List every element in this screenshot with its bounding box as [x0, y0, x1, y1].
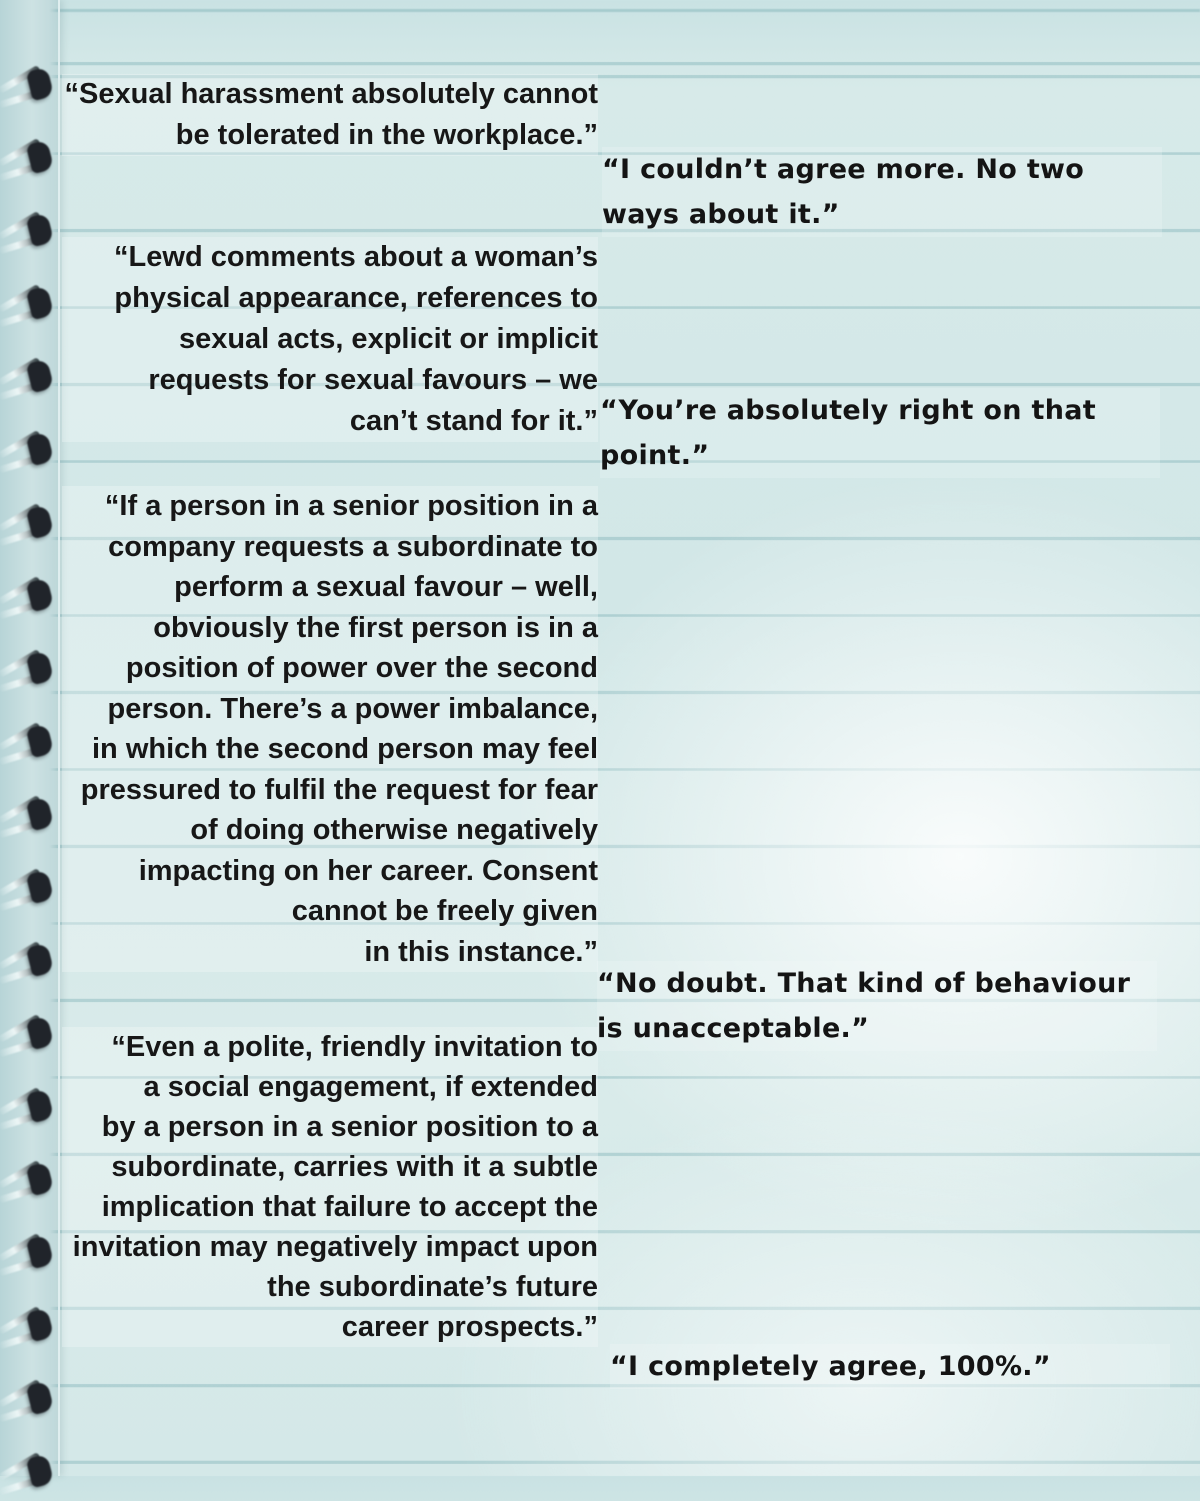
statement-line: of doing otherwise negatively: [190, 814, 598, 846]
statement-line: impacting on her career. Consent: [138, 854, 598, 887]
response-line: “I couldn’t agree more. No two: [602, 154, 1085, 185]
spiral-ring: [0, 283, 58, 333]
statement-line: pressured to fulfil the request for fear: [80, 773, 598, 806]
response-line: point.”: [600, 440, 710, 471]
statement-line: in this instance.”: [364, 935, 598, 968]
response-line: ways about it.”: [602, 199, 840, 230]
spiral-ring: [0, 502, 58, 552]
statement-line: career prospects.”: [341, 1311, 598, 1343]
response-quote-4: [610, 1344, 1170, 1389]
statement-line: “Even a polite, friendly invitation to: [111, 1031, 598, 1063]
spiral-ring: [0, 210, 58, 260]
statement-quote-1: [62, 74, 598, 156]
statement-line: requests for sexual favours – we: [148, 364, 598, 396]
spiral-binding: [0, 0, 60, 1476]
spiral-ring: [0, 648, 58, 698]
statement-line: invitation may negatively impact upon: [72, 1231, 598, 1263]
spiral-ring: [0, 1232, 58, 1282]
response-quote-2: [600, 388, 1160, 478]
spiral-ring: [0, 429, 58, 479]
response-quote-3: [597, 961, 1157, 1051]
statement-line: company requests a subordinate to: [108, 530, 598, 563]
statement-line: obviously the first person is in a: [153, 611, 598, 644]
spiral-ring: [0, 1086, 58, 1136]
statement-line: in which the second person may feel: [91, 733, 598, 765]
statement-line: a social engagement, if extended: [143, 1071, 598, 1103]
statement-line: sexual acts, explicit or implicit: [178, 323, 598, 355]
spiral-ring: [0, 64, 58, 114]
statement-line: subordinate, carries with it a subtle: [111, 1151, 598, 1183]
statement-quote-2: [62, 237, 598, 442]
statement-quote-3: [62, 486, 598, 972]
spiral-ring: [0, 794, 58, 844]
spiral-ring: [0, 137, 58, 187]
spiral-ring: [0, 575, 58, 625]
statement-line: implication that failure to accept the: [101, 1191, 598, 1223]
spiral-ring: [0, 721, 58, 771]
statement-line: physical appearance, references to: [114, 282, 598, 314]
response-line: “No doubt. That kind of behaviour: [597, 968, 1131, 999]
rule-line: [0, 9, 1200, 12]
response-line: is unacceptable.”: [597, 1013, 870, 1044]
response-line: “You’re absolutely right on that: [600, 395, 1096, 426]
statement-quote-4: [62, 1027, 598, 1347]
statement-line: perform a sexual favour – well,: [174, 571, 598, 603]
statement-line: be tolerated in the workplace.”: [175, 119, 598, 151]
spiral-ring: [0, 356, 58, 406]
statement-line: “Sexual harassment absolutely cannot: [64, 78, 598, 110]
statement-line: the subordinate’s future: [267, 1271, 598, 1303]
statement-line: position of power over the second: [125, 652, 598, 684]
response-quote-1: [602, 147, 1162, 237]
response-line: “I completely agree, 100%.”: [610, 1351, 1051, 1382]
spiral-ring: [0, 1159, 58, 1209]
statement-line: person. There’s a power imbalance,: [107, 692, 598, 725]
statement-line: by a person in a senior position to a: [101, 1111, 598, 1143]
statement-line: “Lewd comments about a woman’s: [114, 241, 598, 273]
statement-line: cannot be freely given: [291, 895, 598, 927]
spiral-ring: [0, 867, 58, 917]
spiral-ring: [0, 940, 58, 990]
spiral-ring: [0, 1305, 58, 1355]
statement-line: “If a person in a senior position in a: [104, 490, 598, 522]
spiral-ring: [0, 1378, 58, 1428]
spiral-ring: [0, 1013, 58, 1063]
statement-line: can’t stand for it.”: [349, 405, 598, 437]
spiral-ring: [0, 1451, 58, 1501]
